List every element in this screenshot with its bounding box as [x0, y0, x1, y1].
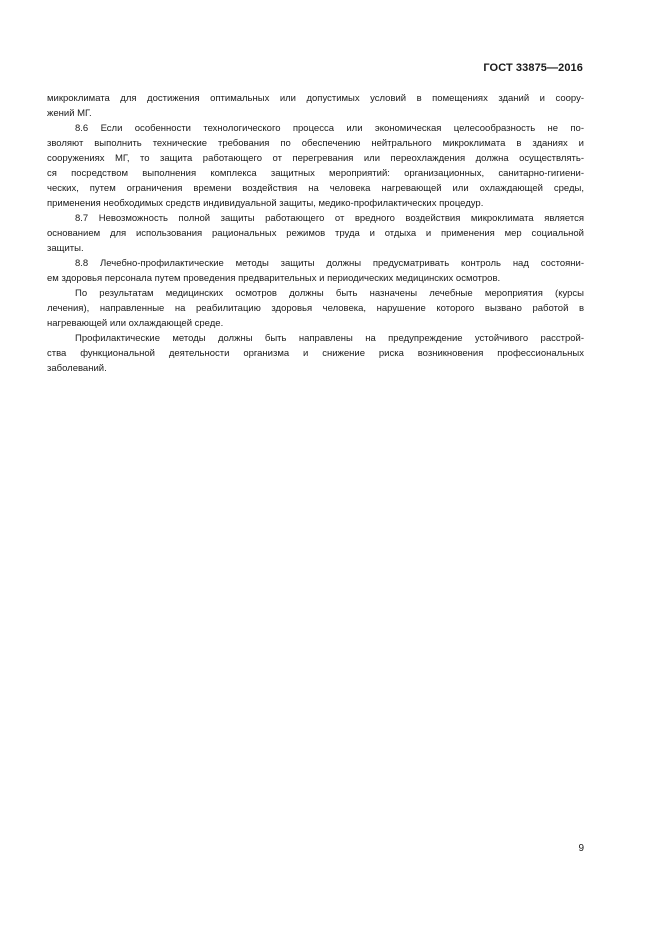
- text-line: сооружениях МГ, то защита работающего от перегревания или переохлаждения должна осуществлять-: [47, 153, 584, 164]
- text-line: ся посредством выполнения комплекса защитных мероприятий: организационных, санитарно-гигиени-: [47, 168, 584, 179]
- page-number: 9: [578, 843, 584, 854]
- text-line: 8.7 Невозможность полной защиты работающего от вредного воздействия микроклимата является: [75, 213, 584, 224]
- text-line: применения необходимых средств индивидуальной защиты, медико-профилактических процедур.: [47, 198, 484, 209]
- text-line: ческих, путем ограничения времени воздействия на человека нагревающей или охлаждающей среды,: [47, 183, 584, 194]
- text-line: 8.8 Лечебно-профилактические методы защиты должны предусматривать контроль над состояни-: [75, 258, 584, 269]
- text-line: микроклимата для достижения оптимальных или допустимых условий в помещениях зданий и соору-: [47, 93, 584, 104]
- text-line: лечения), направленные на реабилитацию здоровья человека, нарушение которого вызвано работой в: [47, 303, 584, 314]
- text-line: зволяют выполнить технические требования по обеспечению нейтрального микроклимата в зданиях и: [47, 138, 584, 149]
- text-line: Профилактические методы должны быть направлены на предупреждение устойчивого расстрой-: [75, 333, 584, 344]
- standard-code: ГОСТ 33875—2016: [483, 62, 583, 74]
- text-line: защиты.: [47, 243, 84, 254]
- text-line: заболеваний.: [47, 363, 107, 374]
- text-line: нагревающей или охлаждающей среде.: [47, 318, 224, 329]
- text-line: По результатам медицинских осмотров должны быть назначены лечебные мероприятия (курсы: [75, 288, 584, 299]
- text-line: ем здоровья персонала путем проведения предварительных и периодических медицинских осмотров.: [47, 273, 501, 284]
- text-line: основанием для использования рациональных режимов труда и отдыха и применения мер социальной: [47, 228, 584, 239]
- document-body: [47, 91, 584, 376]
- text-line: ства функциональной деятельности организма и снижение риска возникновения профессиональных: [47, 348, 584, 359]
- text-line: 8.6 Если особенности технологического процесса или экономическая целесообразность не по-: [75, 123, 584, 134]
- text-line: жений МГ.: [47, 108, 92, 119]
